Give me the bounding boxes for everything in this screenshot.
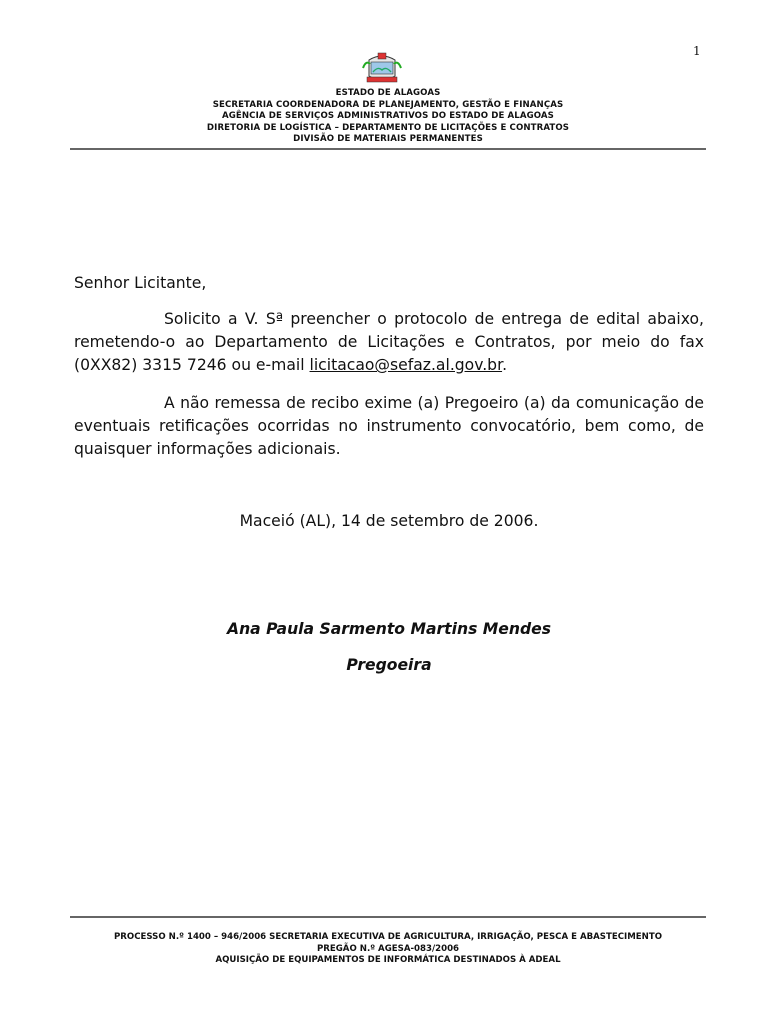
header-line-state: ESTADO DE ALAGOAS xyxy=(335,88,441,98)
paragraph-notice: A não remessa de recibo exime (a) Pregoeiro (a) da comunicação de eventuais retificações ocorridas no instrumento convocatório, bem como, de quaisquer informações adicionais. xyxy=(74,394,704,458)
paragraph-instructions-end: . xyxy=(502,356,508,374)
paragraph-instructions-text: Solicito a V. Sª preencher o protocolo de entrega de edital abaixo, remetendo-o ao Departamento de Licitações e Contratos, por meio do fax (0XX82) 3315 7246 ou e-mail xyxy=(74,310,704,374)
paragraph-instructions xyxy=(74,308,704,377)
signer-role: Pregoeira xyxy=(346,656,432,674)
footer-line-process: PROCESSO N.º 1400 – 946/2006 SECRETARIA EXECUTIVA DE AGRICULTURA, IRRIGAÇÃO, PESCA E ABASTECIMENTO xyxy=(113,932,663,942)
header-line-division: DIVISÃO DE MATERIAIS PERMANENTES xyxy=(293,134,483,144)
letterhead xyxy=(70,88,706,146)
page-number: 1 xyxy=(693,44,701,58)
header-line-agency: AGÊNCIA DE SERVIÇOS ADMINISTRATIVOS DO ESTADO DE ALAGOAS xyxy=(222,111,554,121)
state-coat-of-arms-icon xyxy=(361,50,403,84)
signer-name: Ana Paula Sarmento Martins Mendes xyxy=(227,620,551,638)
footer xyxy=(70,932,706,967)
header-line-secretariat: SECRETARIA COORDENADORA DE PLANEJAMENTO, GESTÃO E FINANÇAS xyxy=(212,99,564,110)
email-link[interactable]: licitacao@sefaz.al.gov.br xyxy=(309,356,503,374)
footer-line-subject: AQUISIÇÃO DE EQUIPAMENTOS DE INFORMÁTICA DESTINADOS À ADEAL xyxy=(215,955,561,965)
header-divider xyxy=(70,148,706,150)
header-line-directorate: DIRETORIA DE LOGÍSTICA – DEPARTAMENTO DE LICITAÇÕES E CONTRATOS xyxy=(206,122,570,133)
date-line: Maceió (AL), 14 de setembro de 2006. xyxy=(239,512,539,530)
footer-divider xyxy=(70,916,706,918)
salutation: Senhor Licitante, xyxy=(74,274,207,292)
footer-line-auction: PREGÃO N.º AGESA-083/2006 xyxy=(316,943,460,954)
